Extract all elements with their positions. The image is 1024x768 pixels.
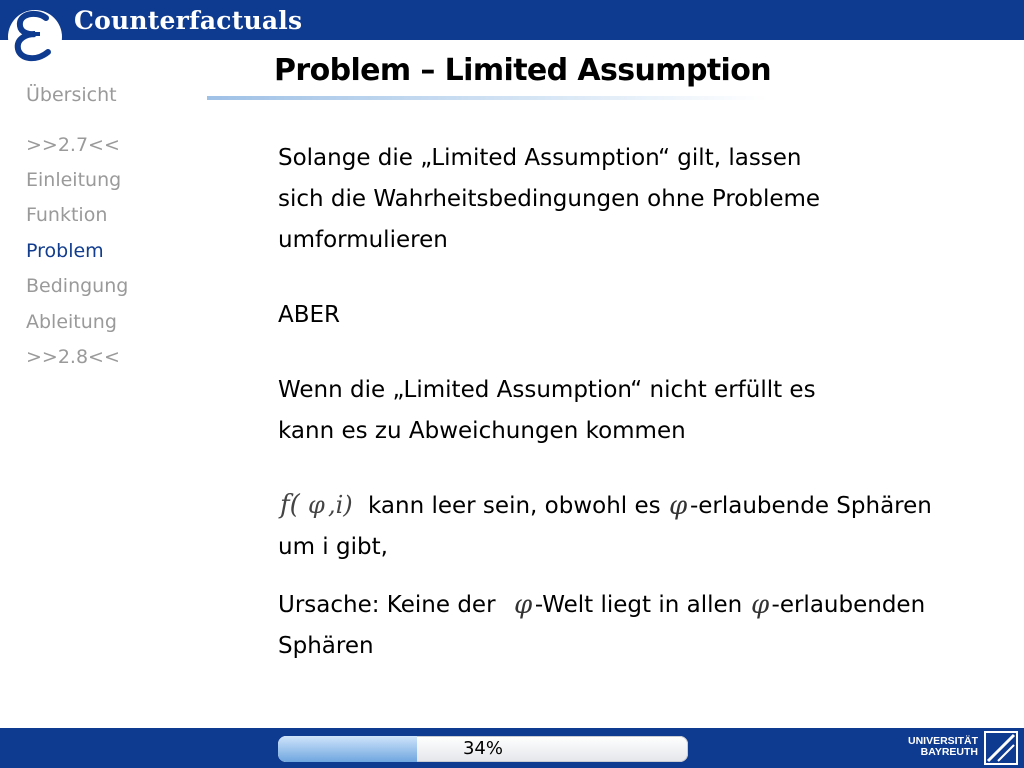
epsilon-logo-icon	[6, 4, 64, 66]
title-underline	[207, 96, 767, 100]
university-logo-icon	[984, 731, 1018, 765]
paragraph-4-text-a: kann leer sein, obwohl es	[368, 493, 661, 519]
sidebar-item-2-7[interactable]: >>2.7<<	[26, 134, 120, 156]
paragraph-4-line-2: um i gibt,	[278, 534, 388, 560]
phi-symbol-icon	[668, 490, 690, 520]
paragraph-5-text-c: -erlaubenden	[771, 592, 926, 618]
university-line-1: UNIVERSITÄT	[908, 735, 979, 747]
progress-label: 34%	[462, 738, 503, 759]
paragraph-4-text-b: -erlaubende Sphären	[689, 493, 932, 519]
progress-bar	[278, 736, 688, 762]
paragraph-5-line-2: Sphären	[278, 633, 374, 659]
university-line-2: BAYREUTH	[920, 746, 978, 758]
sidebar-item-funktion[interactable]: Funktion	[26, 204, 108, 226]
paragraph-1-line-1: Solange die „Limited Assumption“ gilt, lassen	[278, 145, 802, 171]
svg-text:φ: φ	[308, 490, 325, 519]
paragraph-5-text-a: Ursache: Keine der	[278, 592, 496, 618]
paragraph-5-line-1	[278, 585, 925, 626]
sidebar-item-overview[interactable]: Übersicht	[26, 84, 117, 106]
sidebar-item-bedingung[interactable]: Bedingung	[26, 275, 129, 297]
phi-symbol-icon	[513, 589, 535, 619]
paragraph-aber: ABER	[278, 302, 341, 328]
paragraph-5-text-b: -Welt liegt in allen	[534, 592, 743, 618]
phi-symbol-icon	[750, 589, 772, 619]
sidebar-item-2-8[interactable]: >>2.8<<	[26, 346, 120, 368]
sidebar-item-problem[interactable]: Problem	[26, 240, 104, 262]
svg-text:φ: φ	[513, 589, 533, 619]
svg-text:φ: φ	[750, 589, 769, 619]
paragraph-3-line-2: kann es zu Abweichungen kommen	[278, 418, 686, 444]
svg-text:f(: f(	[280, 489, 300, 520]
svg-text:,i): ,i)	[328, 490, 353, 519]
slide-title: Problem – Limited Assumption	[274, 53, 772, 88]
sidebar-item-einleitung[interactable]: Einleitung	[26, 169, 122, 191]
svg-text:φ: φ	[668, 490, 688, 520]
f-phi-i-formula-icon	[278, 487, 362, 521]
university-name	[908, 736, 978, 758]
paragraph-3-line-1: Wenn die „Limited Assumption“ nicht erfüllt es	[278, 377, 816, 403]
paragraph-1-line-3: umformulieren	[278, 227, 448, 253]
paragraph-1-line-2: sich die Wahrheitsbedingungen ohne Probleme	[278, 186, 821, 212]
paragraph-4-line-1	[278, 486, 932, 527]
sidebar-item-ableitung[interactable]: Ableitung	[26, 311, 117, 333]
brand-title: Counterfactuals	[74, 6, 303, 35]
